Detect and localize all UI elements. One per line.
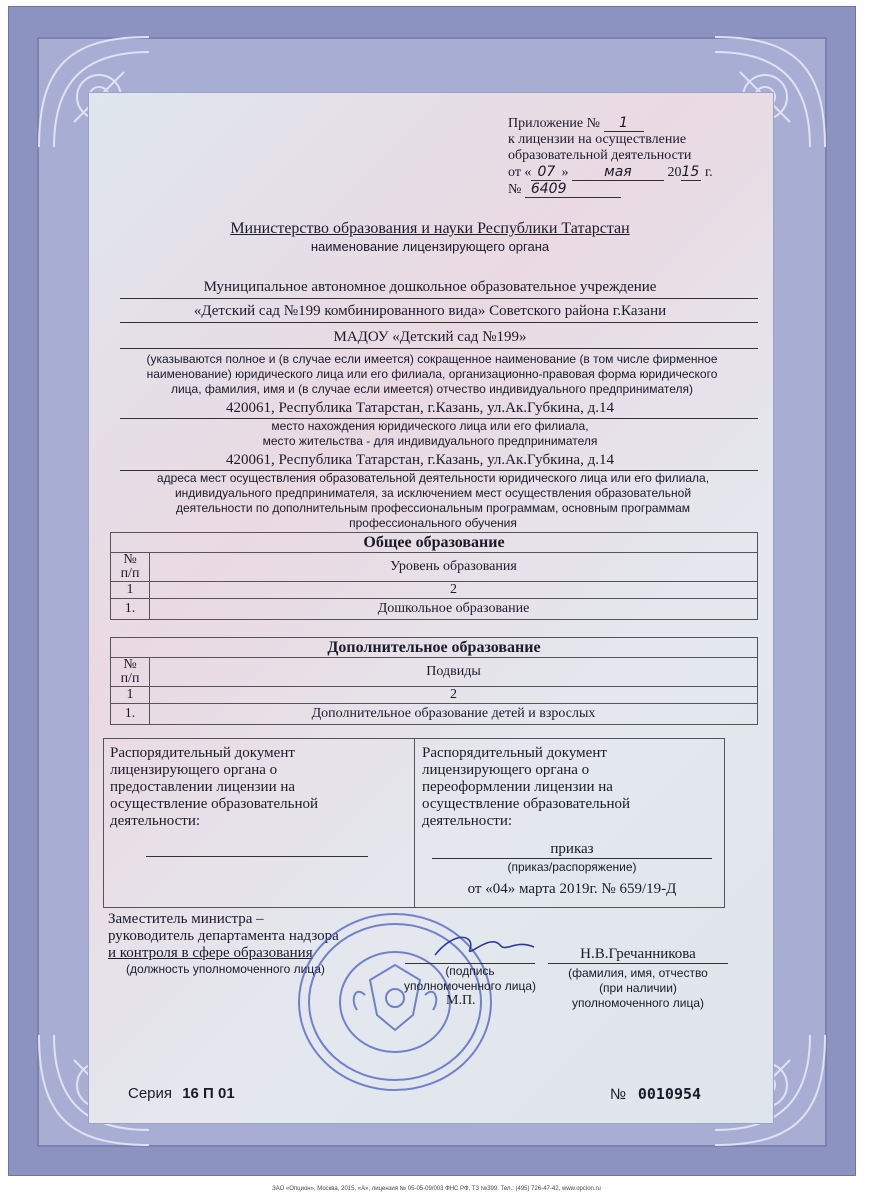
date-from-label: от « (508, 165, 532, 180)
activity-place-caption-1: адреса мест осуществления образовательной деятельности юридического лица или его филиала, (156, 471, 710, 485)
date-year-prefix: 20 (667, 165, 682, 180)
appendix-date-line (508, 164, 713, 181)
table-row (111, 704, 758, 725)
appendix-number: 1 (604, 115, 644, 132)
authority-caption: наименование лицензирующего органа (310, 239, 550, 254)
date-day: 07 (531, 164, 561, 181)
activity-place-address: 420061, Республика Татарстан, г.Казань, ул.Ак.Губкина, д.14 (226, 452, 614, 468)
appendix-activity: образовательной деятельности (508, 148, 692, 163)
signer-position-line-2: руководитель департамента надзора (108, 928, 339, 944)
organization-caption-3: лица, фамилия, имя и (в случае если имеется) отчество индивидуального предпринимателя) (170, 382, 694, 396)
appendix-to-license: к лицензии на осуществление (508, 132, 687, 147)
date-year-suffix: г. (704, 165, 713, 180)
series-value: 16 П 01 (182, 1085, 235, 1102)
organization-short-name: МАДОУ «Детский сад №199» (333, 329, 527, 345)
number-label: № (610, 1086, 627, 1103)
license-number-line (508, 181, 621, 198)
name-caption-2: (при наличии) (599, 981, 677, 995)
col-level-header: Уровень образования (150, 553, 758, 582)
table-row (111, 553, 758, 582)
col-no-label-2: п/п (120, 566, 140, 581)
doc-reissue-line-4: осуществление образовательной (422, 796, 630, 812)
name-caption-3: уполномоченного лица) (571, 996, 705, 1010)
signature-caption-1: (подпись (445, 964, 495, 978)
doc-reissue-line-2: лицензирующего органа о (422, 762, 590, 778)
name-caption-1: (фамилия, имя, отчество (568, 966, 708, 980)
organization-line-2: «Детский сад №199 комбинированного вида» Советского района г.Казани (193, 303, 667, 319)
activity-place-caption-4: профессионального обучения (349, 516, 517, 530)
signature-caption (375, 964, 565, 994)
doc-issue-line-4: осуществление образовательной (110, 796, 318, 812)
row-number: 1. (111, 599, 150, 620)
organization-line-1: Муниципальное автономное дошкольное образовательное учреждение (203, 279, 657, 295)
order-type: приказ (432, 841, 712, 859)
license-no-label: № (508, 182, 522, 197)
series-label: Серия (128, 1085, 173, 1102)
authority-name-wrap (100, 220, 760, 238)
general-education-title: Общее образование (111, 533, 758, 553)
education-subtype: Дополнительное образование детей и взрослых (150, 704, 758, 725)
activity-place-caption (100, 471, 766, 531)
form-series (128, 1085, 235, 1102)
col-subtype-header: Подвиды (150, 658, 758, 687)
position-caption: (должность уполномоченного лица) (126, 962, 325, 976)
location-caption (100, 419, 760, 449)
doc-issue-line-1: Распорядительный документ (110, 745, 295, 761)
signature-caption-2: уполномоченного лица) (403, 979, 537, 993)
col-num-2: 2 (150, 582, 758, 599)
document-issue (110, 745, 318, 830)
additional-education-table (110, 637, 758, 725)
table-row (111, 582, 758, 599)
location-address: 420061, Республика Татарстан, г.Казань, ул.Ак.Губкина, д.14 (226, 400, 614, 416)
order-caption: (приказ/распоряжение) (507, 860, 637, 874)
col-no-header (111, 553, 150, 582)
seal-place-label: М.П. (446, 993, 476, 1008)
signer-position-line-3: и контроля в сфере образования (108, 945, 313, 961)
date-day-close: » (561, 165, 569, 180)
number-value: 0010954 (637, 1085, 702, 1103)
organization-caption-2: наименование) юридического лица или его филиала, организационно-правовая форма юридического (146, 367, 718, 381)
doc-issue-line-5: деятельности: (110, 813, 201, 829)
doc-reissue-line-3: переоформлении лицензии на (422, 779, 613, 795)
signer-name: Н.В.Гречанникова (548, 946, 728, 964)
additional-education-title: Дополнительное образование (111, 638, 758, 658)
documents-box (103, 738, 725, 908)
col-num-1: 1 (111, 582, 150, 599)
activity-place-caption-2: индивидуального предпринимателя, за исключением мест осуществления образовательной (174, 486, 692, 500)
location-caption-1: место нахождения юридического лица или его филиала, (271, 419, 589, 433)
organization-caption (112, 352, 752, 397)
signature-icon (430, 925, 540, 965)
general-education-table (110, 532, 758, 620)
doc-issue-line-3: предоставлении лицензии на (110, 779, 296, 795)
col-no-label-2: п/п (120, 671, 140, 686)
table-row (111, 658, 758, 687)
col-no-label: № (123, 552, 137, 567)
issue-blank-line (146, 856, 368, 857)
appendix-line (508, 115, 644, 132)
authority-name: Министерство образования и науки Республики Татарстан (230, 220, 630, 237)
doc-issue-line-2: лицензирующего органа о (110, 762, 278, 778)
location-caption-2: место жительства - для индивидуального предпринимателя (262, 434, 598, 448)
col-num-1: 1 (111, 687, 150, 704)
col-no-header (111, 658, 150, 687)
doc-reissue-line-5: деятельности: (422, 813, 513, 829)
table-row (111, 599, 758, 620)
organization-caption-1: (указываются полное и (в случае если имеется) сокращенное наименование (в том числе фирменное (146, 352, 718, 366)
education-level: Дошкольное образование (150, 599, 758, 620)
signer-position-line-1: Заместитель министра – (108, 911, 264, 927)
appendix-label: Приложение № (508, 116, 600, 131)
document-reissue (422, 745, 630, 830)
table-row (111, 687, 758, 704)
activity-place-caption-3: деятельности по дополнительным профессиональным программам, основным программам (175, 501, 691, 515)
printer-footer: ЗАО «Опцион», Москва, 2015, «А», лицензия № 05-05-09/003 ФНС РФ, ТЗ №399. Тел.: (495) 726-47-42, www.opcion.ru (272, 1186, 601, 1192)
date-year: 15 (681, 164, 701, 181)
form-number (610, 1085, 701, 1104)
row-number: 1. (111, 704, 150, 725)
doc-reissue-line-1: Распорядительный документ (422, 745, 607, 761)
date-month: мая (572, 164, 664, 181)
order-date: от «04» марта 2019г. № 659/19-Д (467, 881, 677, 897)
license-number: 6409 (525, 181, 621, 198)
col-num-2: 2 (150, 687, 758, 704)
col-no-label: № (123, 657, 137, 672)
documents-divider (414, 739, 415, 907)
signer-name-caption (548, 966, 728, 1011)
